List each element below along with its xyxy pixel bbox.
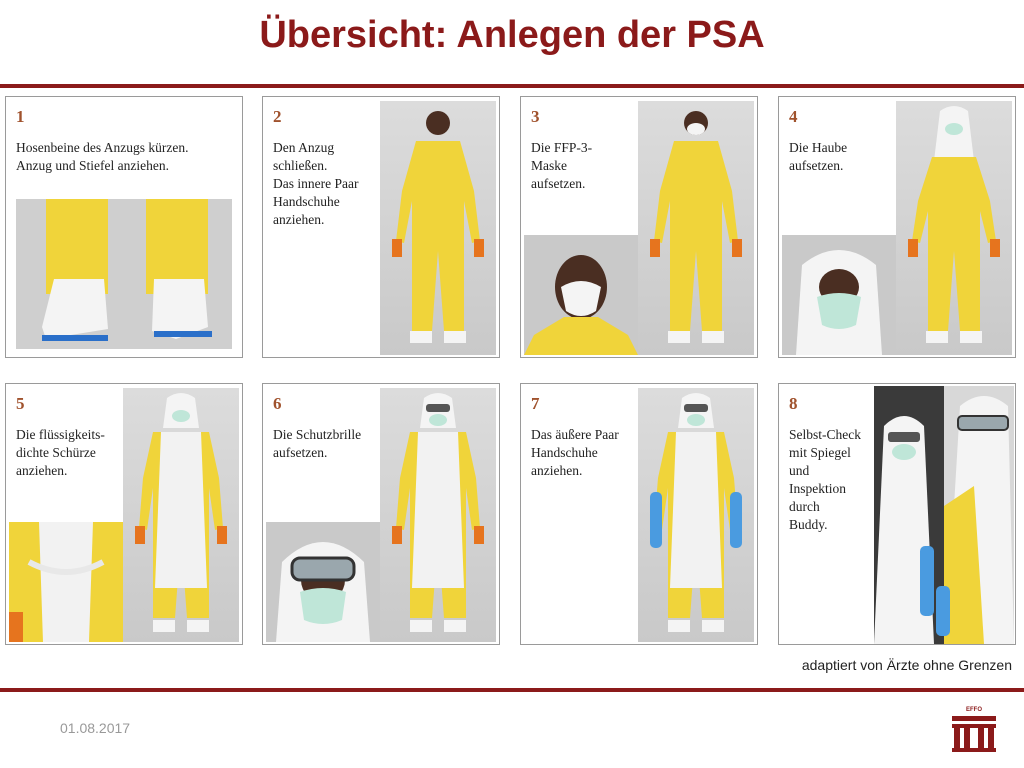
apron-closeup-photo: [9, 522, 123, 642]
top-divider: [0, 84, 1024, 88]
bottom-divider: [0, 688, 1024, 692]
hood-fullbody-photo: [896, 101, 1012, 355]
step-panel-6: [262, 383, 500, 645]
step-panel-3: [520, 96, 758, 358]
page-title: Übersicht: Anlegen der PSA: [259, 14, 765, 56]
slide-date: 01.08.2017: [60, 720, 131, 736]
mirror-check-photo: [874, 386, 1014, 644]
source-credit: adaptiert von Ärzte ohne Grenzen: [801, 657, 1012, 673]
step-text: Die Haube aufsetzen.: [789, 140, 848, 173]
step-text: Die FFP-3- Maske aufsetzen.: [531, 140, 593, 191]
step-number: 3: [531, 107, 540, 126]
step-text: Die flüssigkeits- dichte Schürze anziehen.: [16, 427, 105, 478]
step-number: 7: [531, 394, 540, 413]
step-number: 4: [789, 107, 798, 126]
outer-gloves-photo: [638, 388, 754, 642]
step-text: Hosenbeine des Anzugs kürzen. Anzug und Stiefel anziehen.: [16, 140, 189, 173]
step-panel-2: [262, 96, 500, 358]
mask-closeup-photo: [524, 235, 638, 355]
step-number: 2: [273, 107, 282, 126]
apron-fullbody-photo: [123, 388, 239, 642]
step-panel-7: [520, 383, 758, 645]
step-panel-1: [5, 96, 243, 358]
effo-logo-icon: [950, 706, 998, 754]
step-number: 1: [16, 107, 25, 126]
step-panel-5: [5, 383, 243, 645]
boots-photo: [16, 199, 232, 349]
step-panel-8: [778, 383, 1016, 645]
step-panel-4: [778, 96, 1016, 358]
hood-closeup-photo: [782, 235, 896, 355]
step-text: Die Schutzbrille aufsetzen.: [273, 427, 362, 460]
mask-fullbody-photo: [638, 101, 754, 355]
step-text: Das äußere Paar Handschuhe anziehen.: [531, 427, 619, 478]
step-number: 6: [273, 394, 282, 413]
logo-text: EFFO: [966, 707, 982, 713]
step-text: Selbst-Check mit Spiegel und Inspektion durch Buddy.: [789, 427, 861, 532]
suit-photo: [380, 101, 496, 355]
goggles-fullbody-photo: [380, 388, 496, 642]
goggles-closeup-photo: [266, 522, 380, 642]
step-number: 8: [789, 394, 798, 413]
step-number: 5: [16, 394, 25, 413]
step-text: Den Anzug schließen. Das innere Paar Handschuhe anziehen.: [273, 140, 359, 227]
